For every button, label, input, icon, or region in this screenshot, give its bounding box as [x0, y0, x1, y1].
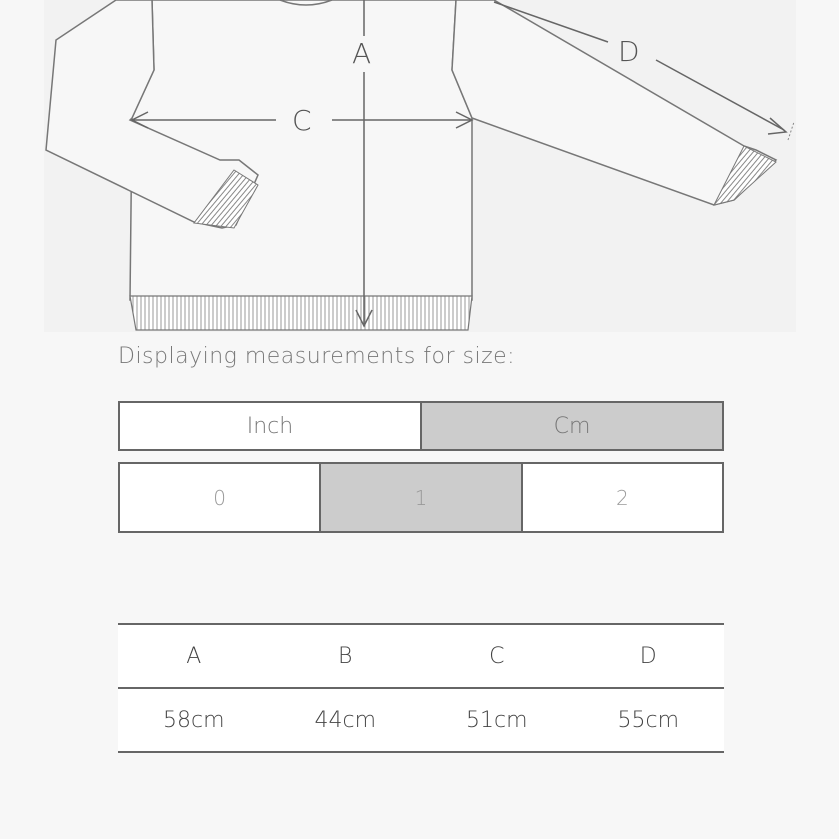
measurement-value-d: 55cm [573, 688, 725, 752]
size-option-2[interactable]: 2 [521, 464, 722, 531]
size-option-1[interactable]: 1 [319, 464, 520, 531]
measurement-value-a: 58cm [118, 688, 270, 752]
size-heading: Displaying measurements for size: [118, 344, 516, 369]
dimension-label-a: A [352, 37, 372, 70]
sweater-outline-illustration [44, 0, 796, 332]
unit-toggle [118, 401, 724, 451]
measurement-header-b: B [270, 624, 422, 688]
dimension-label-d: D [618, 35, 640, 68]
unit-option-cm[interactable]: Cm [420, 403, 722, 449]
unit-option-inch[interactable]: Inch [120, 403, 420, 449]
measurement-header-d: D [573, 624, 725, 688]
measurements-header-row [118, 624, 724, 688]
measurement-value-c: 51cm [421, 688, 573, 752]
measurements-value-row [118, 688, 724, 752]
size-selector [118, 462, 724, 533]
measurement-header-a: A [118, 624, 270, 688]
measurement-value-b: 44cm [270, 688, 422, 752]
garment-diagram [44, 0, 796, 332]
dimension-label-c: C [292, 104, 312, 137]
measurement-header-c: C [421, 624, 573, 688]
size-option-0[interactable]: 0 [120, 464, 319, 531]
measurements-table [118, 623, 724, 753]
